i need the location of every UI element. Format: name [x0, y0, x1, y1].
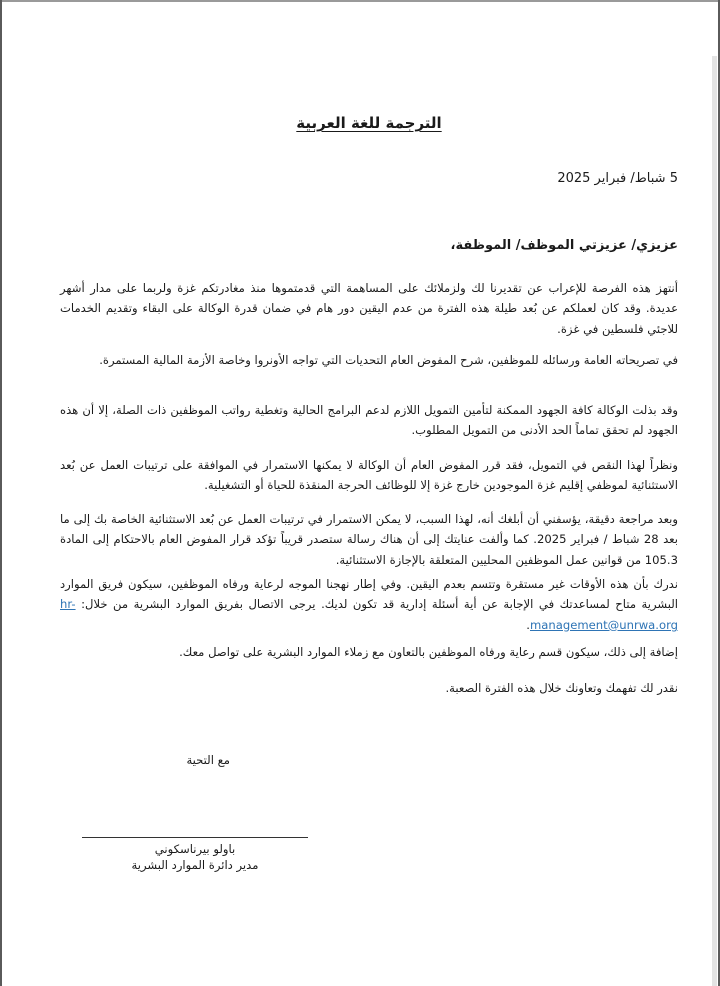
vertical-scrollbar[interactable] — [712, 56, 717, 986]
paragraph-hr-support: ندرك بأن هذه الأوقات غير مستقرة وتتسم بعدم اليقين. وفي إطار نهجنا الموجه لرعاية ورفاه الموظفين، سيكون فريق الموارد البشرية متاح لمساعدتك في الإجابة عن أية أسئلة إدارية قد تكون لديك. يرجى الاتصال بفريق الموارد البشرية من خلال: hr-management@unrwa.org. — [60, 576, 678, 632]
greeting: عزيزي/ عزيزتي الموظف/ الموظفة، — [450, 238, 678, 253]
signer-name: باولو بيرناسكوني — [154, 842, 236, 856]
signer-title: مدير دائرة الموارد البشرية — [131, 858, 259, 872]
paragraph-staff-care: إضافة إلى ذلك، سيكون قسم رعاية ورفاه الموظفين بالتعاون مع زملاء الموارد البشرية على تواصل معك. — [179, 644, 678, 659]
signature-line — [82, 837, 308, 838]
letter-page — [60, 0, 678, 986]
document-title: الترجمة للغة العربية — [296, 114, 442, 132]
closing: مع التحية — [186, 753, 230, 767]
paragraph-remote-work-decision: ونظراً لهذا النقص في التمويل، فقد قرر المفوض العام أن الوكالة لا يمكنها الاستمرار في الموافقة على ترتيبات العمل عن بُعد الاستثنائية لموظفي إقليم غزة الموجودين خارج غزة إلا للوظائف الحرجة المنقذة للحياة أو التشغيلية. — [60, 457, 678, 493]
paragraph-thanks: نقدر لك تفهمك وتعاونك خلال هذه الفترة الصعبة. — [445, 680, 678, 695]
paragraph-financial-crisis: في تصريحاته العامة ورسائله للموظفين، شرح المفوض العام التحديات التي تواجه الأونروا وخاصة الأزمة المالية المستمرة. — [99, 352, 678, 367]
letter-date: 5 شباط/ فبراير 2025 — [557, 171, 678, 186]
window-frame-left — [0, 0, 2, 986]
hr-email-link[interactable]: hr-management@unrwa.org — [60, 597, 678, 632]
paragraph-appreciation: أنتهز هذه الفرصة للإعراب عن تقديرنا لك ولزملائك على المساهمة التي قدمتموها منذ مغادرتكم غزة ولربما على مدار أشهر عديدة. وقد كان لعملكم عن بُعد طيلة هذه الفترة من عدم اليقين دور هام في ضمان قدرة الوكالة على البقاء وتقديم الخدمات للاجئي فلسطين في غزة. — [60, 280, 678, 336]
paragraph-arrangement-end: وبعد مراجعة دقيقة، يؤسفني أن أبلغك أنه، لهذا السبب، لا يمكن الاستمرار في ترتيبات العمل عن بُعد الاستثنائية الخاصة بك إلى ما بعد 28 شباط / فبراير 2025. كما وألفت عنايتك إلى أن هناك رسالة ستصدر قريباً تؤكد قرار المفوض العام بالاحتكام إلى المادة 105.3 من قوانين عمل الموظفين المحليين المتعلقة بالإجازة الاستثنائية. — [60, 511, 679, 567]
hr-support-text: ندرك بأن هذه الأوقات غير مستقرة وتتسم بعدم اليقين. وفي إطار نهجنا الموجه لرعاية ورفاه الموظفين، سيكون فريق الموارد البشرية متاح لمساعدتك في الإجابة عن أية أسئلة إدارية قد تكون لديك. يرجى الاتصال بفريق الموارد البشرية من خلال: — [60, 576, 678, 612]
paragraph-funding-efforts: وقد بذلت الوكالة كافة الجهود الممكنة لتأمين التمويل اللازم لدعم البرامج الحالية وتغطية رواتب الموظفين ذات الصلة، إلا أن هذه الجهود لم تحقق تماماً الحد الأدنى من التمويل المطلوب. — [60, 402, 678, 438]
